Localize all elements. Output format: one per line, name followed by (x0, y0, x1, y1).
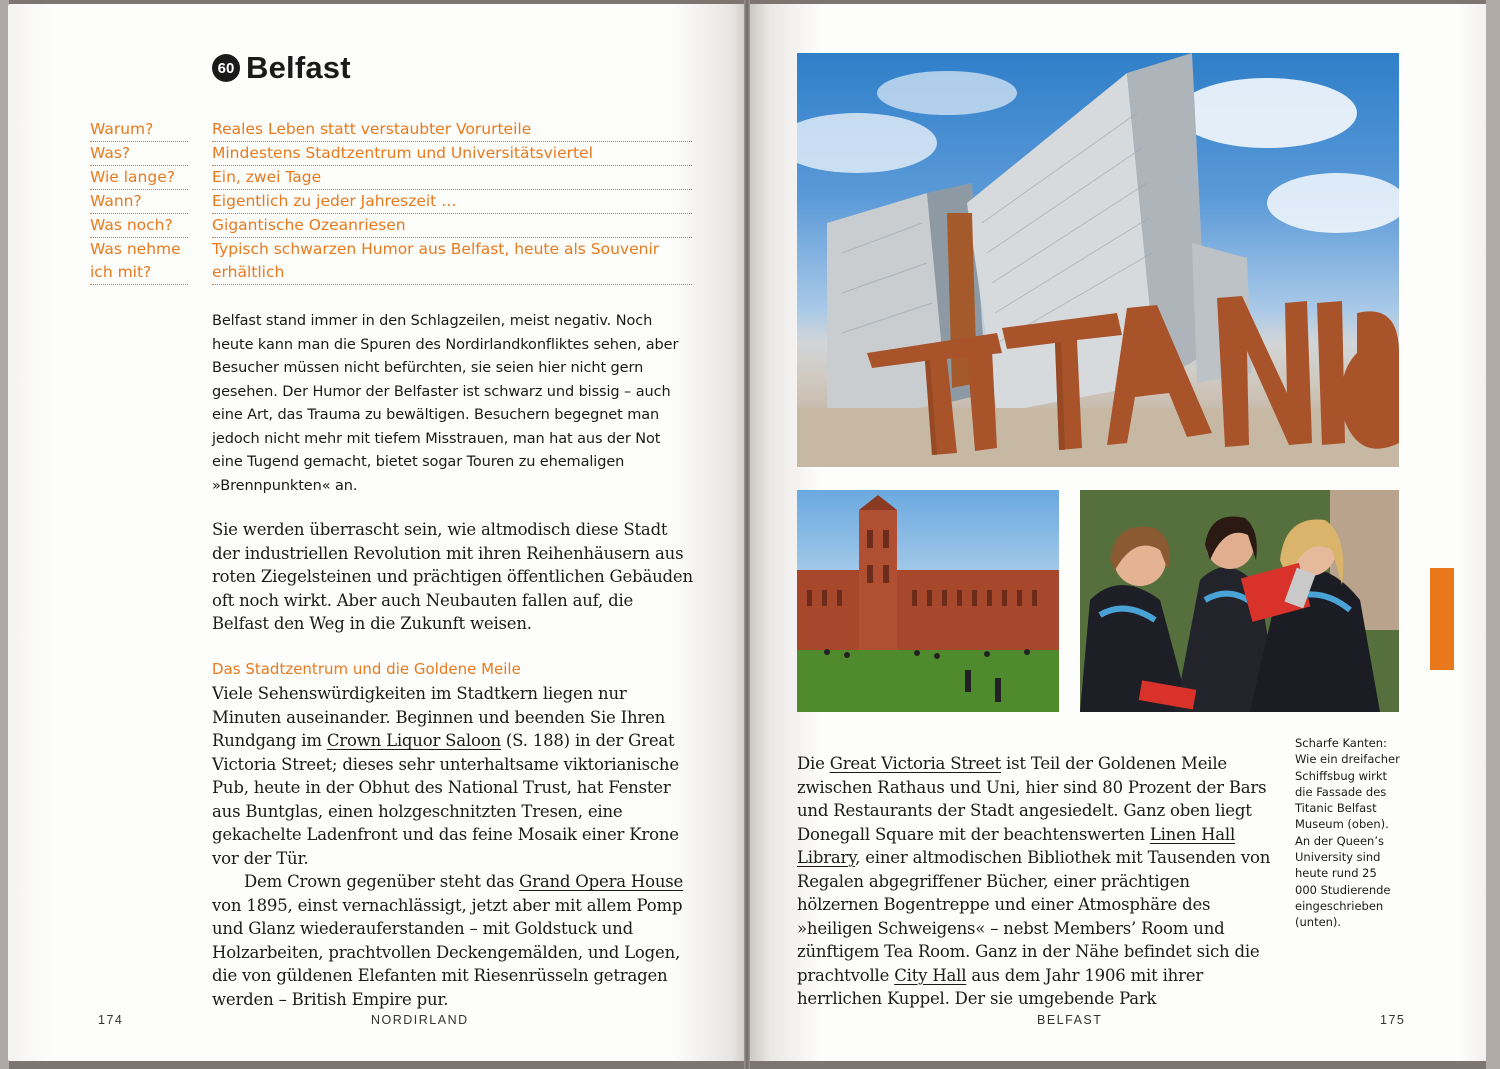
fact-row (90, 190, 692, 214)
crown-liquor-saloon-link[interactable]: Crown Liquor Saloon (326, 731, 501, 750)
page-number-left: 174 (98, 1013, 124, 1027)
text-run: , einer altmodischen Bibliothek mit Tausenden von Regalen abgegriffener Bücher, einer prächtigen hölzernen Bogentreppe und einer Atmosphäre des »heiligen Schweigens« – nebst Members’ Room und zünftigem Tea Room. Ganz in der Nähe befindet sich die prachtvolle (797, 848, 1271, 985)
text-run: Die (797, 754, 830, 773)
fact-answer: Ein, zwei Tage (212, 166, 692, 190)
great-victoria-street-link[interactable]: Great Victoria Street (829, 754, 1002, 773)
queens-university-illustration (797, 490, 1059, 712)
fact-row (90, 142, 692, 166)
fact-question: Warum? (90, 118, 188, 142)
queens-university-photo (797, 490, 1059, 712)
body-paragraph-right (797, 752, 1272, 1011)
text-run: Viele Sehenswürdigkeiten im Stadtkern liegen nur Minuten auseinander. Beginnen und beenden Sie Ihren Rundgang im (212, 684, 666, 750)
fact-question: Was nehme ich mit? (90, 238, 188, 285)
page-number-right: 175 (1380, 1013, 1406, 1027)
text-run: aus dem Jahr 1906 mit ihrer herrlichen Kuppel. Der sie umgebende Park (797, 965, 1204, 1008)
fact-question: Was noch? (90, 214, 188, 238)
running-head-left: NORDIRLAND (371, 1013, 469, 1027)
linen-hall-library-link[interactable]: Linen Hall Library (797, 824, 1236, 867)
body-paragraph: Sie werden überrascht sein, wie altmodisch diese Stadt der industriellen Revolution mit ihren Reihenhäusern aus roten Ziegelsteinen und prächtigen öffentlichen Gebäuden oft noch wirkt. Aber auch Neubauten fallen auf, die Belfast den Weg in die Zukunft weisen. (212, 520, 693, 633)
chapter-title: Belfast (246, 50, 351, 85)
city-hall-link[interactable]: City Hall (894, 965, 967, 985)
chapter-heading (212, 50, 351, 86)
titanic-museum-illustration (797, 53, 1399, 467)
facts-table (90, 118, 692, 285)
intro-paragraph: Belfast stand immer in den Schlagzeilen, meist negativ. Noch heute kann man die Spuren des Nordirlandkonfliktes sehen, aber Besucher müssen nicht befürchten, sie seien hier nicht gern gesehen. Der Humor der Belfaster ist schwarz und bissig – auch eine Art, das Trauma zu bewältigen. Besuchern begegnet man jedoch nicht mehr mit tiefem Misstrauen, man hat aus der Not eine Tugend gemacht, bietet sogar Touren zu ehemaligen »Brennpunkten« an. (212, 313, 679, 494)
fact-answer: Typisch schwarzen Humor aus Belfast, heute als Souvenir erhältlich (212, 238, 692, 285)
book-spine (744, 0, 750, 1069)
titanic-museum-photo (797, 53, 1399, 467)
fact-answer: Eigentlich zu jeder Jahreszeit … (212, 190, 692, 214)
fact-question: Was? (90, 142, 188, 166)
fact-question: Wie lange? (90, 166, 188, 190)
text-run: Dem Crown gegenüber steht das (244, 872, 520, 891)
text-run: von 1895, einst vernachlässigt, jetzt aber mit allem Pomp und Glanz wiederauferstanden – mit Goldstuck und Holzarbeiten, prachtvollen Deckengemälden, und Logen, die von güldenen Elefanten mit Riesenrüsseln getragen werden – British Empire pur. (212, 895, 683, 1009)
section-subheading: Das Stadtzentrum und die Goldene Meile (212, 660, 521, 678)
chapter-number-badge: 60 (212, 54, 240, 82)
chapter-tab-marker (1430, 568, 1454, 670)
body-paragraph (212, 682, 694, 1011)
text-run: ist Teil der Goldenen Meile zwischen Rathaus und Uni, hier sind 80 Prozent der Bars und Restaurants der Stadt angesiedelt. Ganz oben liegt Donegall Square mit der beachtenswerten (797, 754, 1267, 844)
fact-row (90, 166, 692, 190)
book-edge-right (1486, 0, 1500, 1069)
graduates-illustration (1080, 490, 1399, 712)
running-head-right: BELFAST (1037, 1013, 1103, 1027)
fact-row (90, 214, 692, 238)
fact-answer: Gigantische Ozeanriesen (212, 214, 692, 238)
fact-answer: Mindestens Stadtzentrum und Universitätsviertel (212, 142, 692, 166)
photo-caption: Scharfe Kanten: Wie ein dreifacher Schiffsbug wirkt die Fassade des Titanic Belfast Museum (oben). An der Queen’s University sind heute rund 25 000 Studierende eingeschrieben (unten). (1295, 736, 1400, 930)
text-run: (S. 188) in der Great Victoria Street; dieses sehr unterhaltsame viktorianische Pub, heute in der Obhut des National Trust, hat Fenster aus Buntglas, einen holzgeschnitzten Tresen, eine gekachelte Ladenfront und das feine Mosaik einer Krone vor der Tür. (212, 731, 679, 868)
paragraph-crown (212, 682, 694, 870)
grand-opera-house-link[interactable]: Grand Opera House (519, 872, 684, 891)
fact-row (90, 238, 692, 285)
paragraph-opera (212, 870, 694, 1011)
graduates-photo (1080, 490, 1399, 712)
fact-row (90, 118, 692, 142)
fact-answer: Reales Leben statt verstaubter Vorurteile (212, 118, 692, 142)
fact-question: Wann? (90, 190, 188, 214)
